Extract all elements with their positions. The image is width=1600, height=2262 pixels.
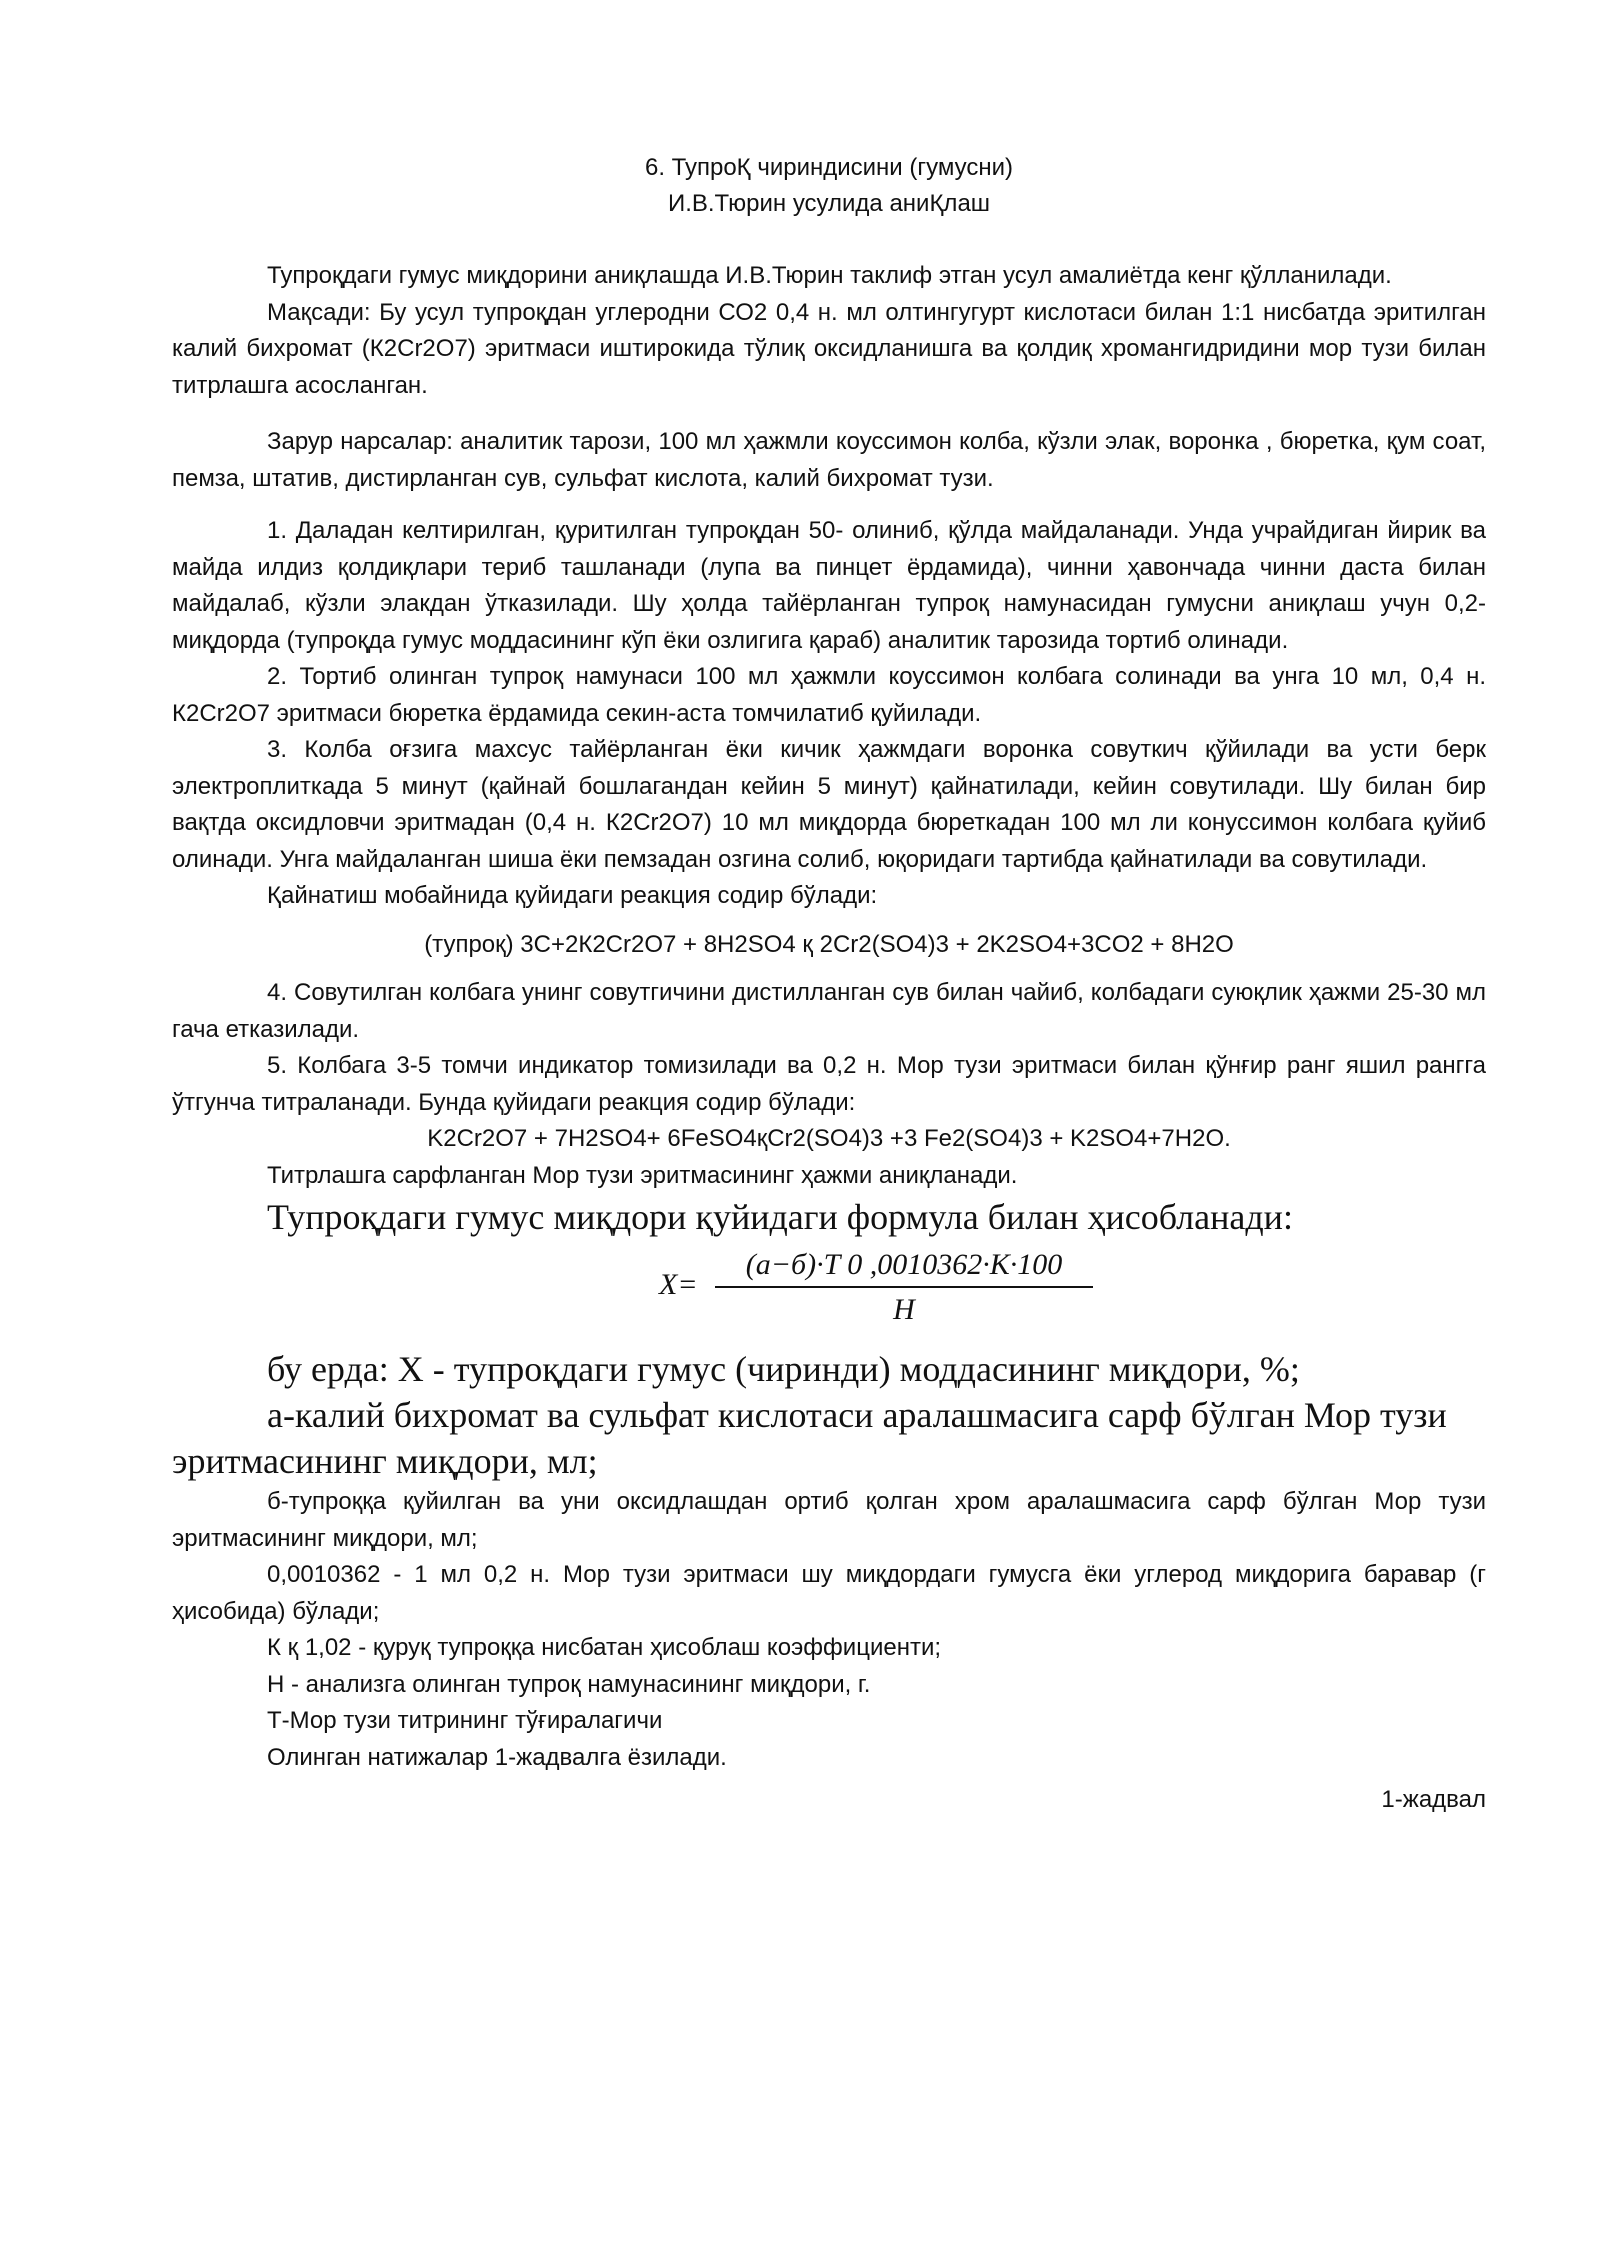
- fraction-bar: [715, 1286, 1093, 1288]
- formula-block: [172, 1246, 1486, 1336]
- formula-numerator: (a−б)·T 0 ,0010362·K·100: [745, 1248, 1063, 1281]
- definition-constant: 0,0010362 - 1 мл 0,2 н. Мор тузи эритмаси шу миқдордаги гумусга ёки углерод миқдорига баравар (г ҳисобида) бўлади;: [172, 1561, 1486, 1625]
- definition-b: б-тупроққа қуйилган ва уни оксидлашдан ортиб қолган хром аралашмасига сарф бўлган Мор тузи эритмасининг миқдори, мл;: [172, 1488, 1486, 1552]
- intro-paragraph: Тупроқдаги гумус миқдорини аниқлашда И.В.Тюрин таклиф этган усул амалиётда кенг қўлланилади.: [267, 262, 1392, 289]
- definition-t: Т-Мор тузи титрининг тўғиралагичи: [267, 1707, 663, 1734]
- materials-paragraph: Зарур нарсалар: аналитик тарози, 100 мл ҳажмли коуссимон колба, кўзли элак, воронка , бюретка, қум соат, пемза, штатив, дистирланган сув, сульфат кислота, калий бихромат тузи.: [172, 428, 1486, 492]
- section-subtitle: И.В.Тюрин усулида аниҚлаш: [667, 190, 991, 217]
- reaction-equation-2: K2Cr2O7 + 7H2SO4+ 6FeSO4қCr2(SO4)3 +3 Fe2(SO4)3 + K2SO4+7H2O.: [427, 1125, 1231, 1152]
- formula-intro: Тупроқдаги гумус миқдори қуйидаги формула билан ҳисобланади:: [267, 1197, 1293, 1237]
- titration-paragraph: Титрлашга сарфланган Мор тузи эритмасининг ҳажми аниқланади.: [267, 1161, 1018, 1189]
- reaction-equation-1: (тупроқ) 3С+2К2Cr2O7 + 8Н2SO4 қ 2Cr2(SO4)3 + 2K2SO4+3CO2 + 8H2O: [424, 930, 1234, 958]
- results-paragraph: Олинган натижалар 1-жадвалга ёзилади.: [267, 1743, 727, 1771]
- document-body: [172, 150, 1486, 1819]
- definition-k: К қ 1,02 - қуруқ тупроққа нисбатан ҳисоблаш коэффициенти;: [267, 1634, 942, 1661]
- definition-h: Н - анализга олинган тупроқ намунасининг миқдори, г.: [267, 1670, 871, 1698]
- aim-paragraph: Мақсади: Бу усул тупроқдан углеродни СО2 0,4 н. мл олтингугурт кислотаси билан 1:1 нисбатда эритилган калий бихромат (К2Cr2O7) эритмаси иштирокида тўлиқ оксидланишга ва қолдиқ хромангидридини мор тузи билан титрлашга асосланган.: [172, 298, 1486, 399]
- formula-fraction: [715, 1246, 1093, 1328]
- step-1-paragraph: 1. Даладан келтирилган, қуритилган тупроқдан 50- олиниб, қўлда майдаланади. Унда учрайдиган йирик ва майда илдиз қолдиқлари териб ташланади (лупа ва пинцет ёрдамида), чинни ҳавончада чинни даста билан майдалаб, кўзли элакдан ўтказилади. Шу ҳолда тайёрланган тупроқ намунасидан гумусни аниқлаш учун 0,2- миқдорда (тупроқда гумус моддасининг кўп ёки озлигига қараб) аналитик тарозида тортиб олинади.: [172, 517, 1486, 654]
- step-4-paragraph: 4. Совутилган колбага унинг совутгичини дистилланган сув билан чайиб, колбадаги суюқлик ҳажми 25-30 мл гача етказилади.: [172, 979, 1486, 1043]
- formula-denominator: H: [893, 1292, 915, 1326]
- step-5-paragraph: 5. Колбага 3-5 томчи индикатор томизилади ва 0,2 н. Мор тузи эритмаси билан қўнғир ранг яшил рангга ўтгунча титраланади. Бунда қуйидаги реакция содир бўлади:: [172, 1052, 1486, 1116]
- formula-lhs: X=: [659, 1268, 698, 1301]
- definition-a: а-калий бихромат ва сульфат кислотаси аралашмасига сарф бўлган Мор тузи эритмасининг миқдори, мл;: [172, 1395, 1447, 1481]
- table-label: 1-жадвал: [1381, 1786, 1486, 1813]
- step-2-paragraph: 2. Тортиб олинган тупроқ намунаси 100 мл ҳажмли коуссимон колбага солинади ва унга 10 мл, 0,4 н. К2Cr2O7 эритмаси бюретка ёрдамида секин-аста томчилатиб қуйилади.: [172, 663, 1486, 727]
- definition-x: бу ерда: Х - тупроқдаги гумус (чиринди) моддасининг миқдори, %;: [267, 1349, 1300, 1389]
- section-title: 6. ТупроҚ чириндисини (гумусни): [644, 154, 1014, 181]
- reaction-intro: Қайнатиш мобайнида қуйидаги реакция содир бўлади:: [267, 882, 878, 909]
- step-3-paragraph: 3. Колба оғзига махсус тайёрланган ёки кичик ҳажмдаги воронка совуткич қўйилади ва усти берк электроплиткада 5 минут (қайнай бошлагандан кейин 5 минут) қайнатилади, кейин совутилади. Шу билан бир вақтда оксидловчи эритмадан (0,4 н. К2Cr2O7) 10 мл миқдорда бюреткадан 100 мл ли конуссимон колбага қуйиб олинади. Унга майдаланган шиша ёки пемзадан озгина солиб, юқоридаги тартибда қайнатилади ва совутилади.: [172, 736, 1486, 873]
